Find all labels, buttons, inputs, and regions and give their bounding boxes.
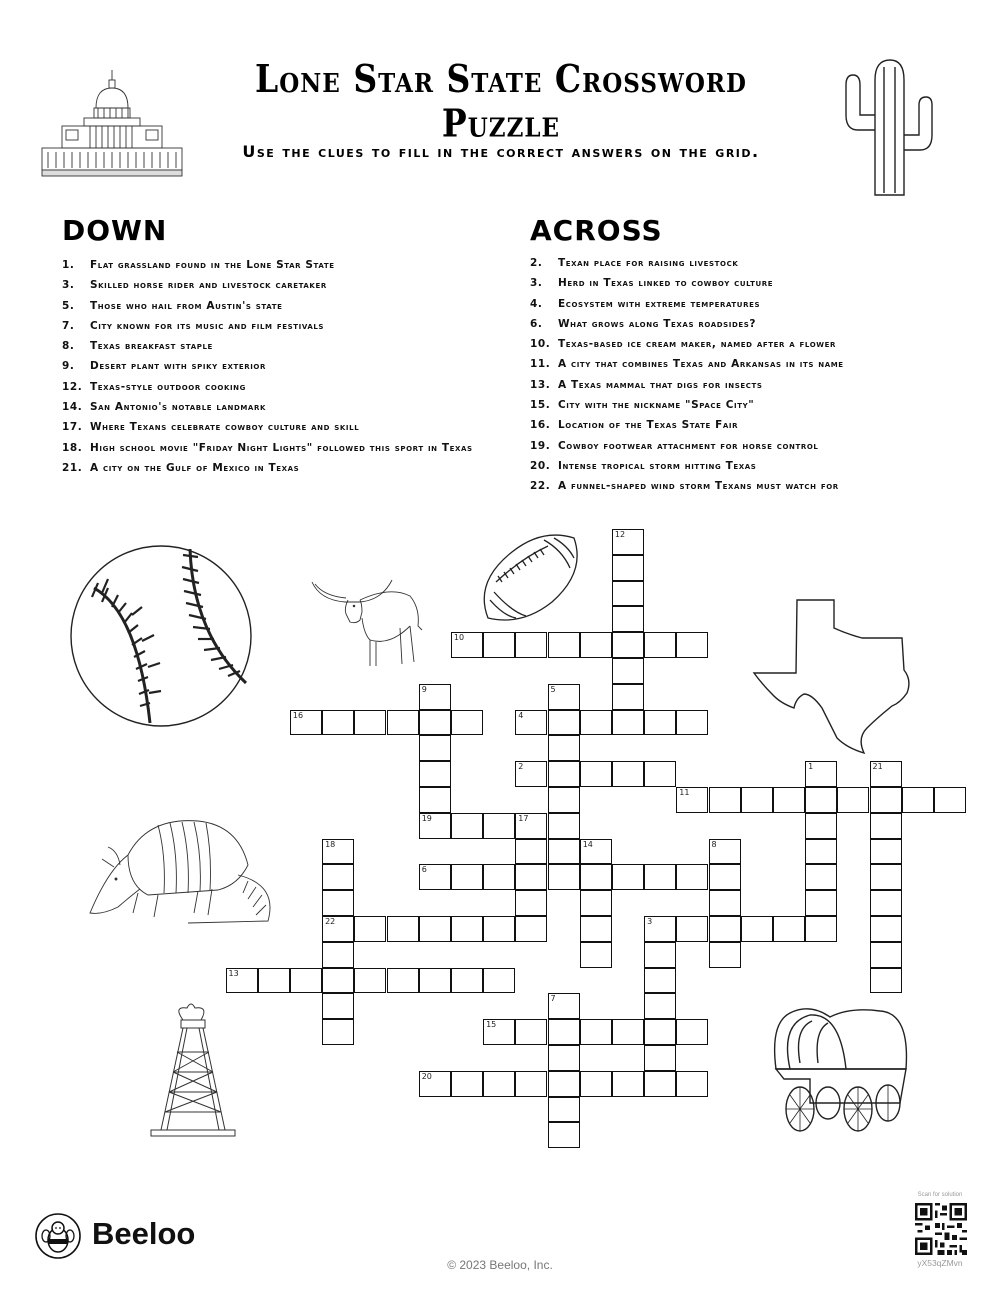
grid-cell[interactable] bbox=[322, 710, 354, 736]
grid-cell[interactable] bbox=[580, 1071, 612, 1097]
grid-cell[interactable] bbox=[548, 1071, 580, 1097]
grid-cell[interactable] bbox=[580, 632, 612, 658]
clue-number: 9. bbox=[62, 360, 75, 373]
grid-cell[interactable] bbox=[709, 787, 741, 813]
grid-cell[interactable] bbox=[515, 710, 547, 736]
grid-cell[interactable] bbox=[805, 864, 837, 890]
grid-cell[interactable] bbox=[354, 916, 386, 942]
grid-cell[interactable] bbox=[548, 735, 580, 761]
grid-cell[interactable] bbox=[290, 710, 322, 736]
cell-number: 5 bbox=[550, 684, 556, 694]
across-clue bbox=[530, 436, 970, 456]
clue-text: Cowboy footwear attachment for horse control bbox=[558, 439, 819, 452]
down-clue bbox=[62, 316, 522, 336]
grid-cell[interactable] bbox=[612, 606, 644, 632]
clue-number: 11. bbox=[530, 358, 551, 371]
baseball-icon bbox=[68, 543, 254, 729]
grid-cell[interactable] bbox=[548, 839, 580, 865]
clue-text: Those who hail from Austin's state bbox=[90, 299, 283, 312]
clue-text: City known for its music and film festivals bbox=[90, 319, 325, 332]
grid-cell[interactable] bbox=[676, 1071, 708, 1097]
grid-cell[interactable] bbox=[709, 864, 741, 890]
cell-number: 2 bbox=[518, 762, 524, 772]
across-clue bbox=[530, 314, 970, 334]
grid-cell[interactable] bbox=[676, 710, 708, 736]
grid-cell[interactable] bbox=[741, 787, 773, 813]
across-heading: ACROSS bbox=[530, 214, 663, 247]
grid-cell[interactable] bbox=[548, 1019, 580, 1045]
grid-cell[interactable] bbox=[290, 968, 322, 994]
grid-cell[interactable] bbox=[515, 1019, 547, 1045]
grid-cell[interactable] bbox=[387, 968, 419, 994]
qr-id: yX53qZMvn bbox=[917, 1258, 963, 1268]
page-subtitle: Use the clues to fill in the correct answers on the grid. bbox=[242, 142, 760, 161]
grid-cell[interactable] bbox=[580, 942, 612, 968]
grid-cell[interactable] bbox=[870, 787, 902, 813]
across-clue-list bbox=[530, 253, 970, 497]
grid-cell[interactable] bbox=[451, 864, 483, 890]
cell-number: 8 bbox=[711, 839, 717, 849]
cell-number: 12 bbox=[614, 530, 626, 539]
clue-number: 20. bbox=[530, 459, 551, 472]
grid-cell[interactable] bbox=[419, 864, 451, 890]
clue-text: High school movie "Friday Night Lights" followed this sport in Texas bbox=[90, 441, 473, 454]
clue-text: Location of the Texas State Fair bbox=[558, 419, 739, 432]
clue-text: What grows along Texas roadsides? bbox=[558, 317, 757, 330]
clue-text: A city that combines Texas and Arkansas in its name bbox=[558, 358, 844, 371]
cell-number: 11 bbox=[679, 788, 690, 797]
grid-cell[interactable] bbox=[322, 993, 354, 1019]
grid-cell[interactable] bbox=[483, 632, 515, 658]
grid-cell[interactable] bbox=[709, 942, 741, 968]
cactus-icon bbox=[840, 55, 940, 200]
clue-number: 15. bbox=[530, 399, 551, 412]
clue-number: 10. bbox=[530, 338, 551, 351]
grid-cell[interactable] bbox=[322, 890, 354, 916]
clue-number: 16. bbox=[530, 419, 551, 432]
grid-cell[interactable] bbox=[226, 968, 258, 994]
cell-number: 15 bbox=[486, 1020, 497, 1030]
grid-cell[interactable] bbox=[870, 942, 902, 968]
clue-text: Where Texans celebrate cowboy culture and skill bbox=[90, 421, 360, 434]
across-clue bbox=[530, 375, 970, 395]
clue-number: 13. bbox=[530, 378, 551, 391]
grid-cell[interactable] bbox=[741, 916, 773, 942]
grid-cell[interactable] bbox=[322, 1019, 354, 1045]
grid-cell[interactable] bbox=[483, 864, 515, 890]
clue-text: Skilled horse rider and livestock caretaker bbox=[90, 279, 327, 292]
grid-cell[interactable] bbox=[644, 1071, 676, 1097]
grid-cell[interactable] bbox=[483, 968, 515, 994]
grid-cell[interactable] bbox=[515, 813, 547, 839]
clue-number: 3. bbox=[530, 277, 543, 290]
cell-number: 17 bbox=[518, 813, 529, 823]
cell-number: 7 bbox=[550, 994, 556, 1004]
grid-cell[interactable] bbox=[644, 864, 676, 890]
grid-cell[interactable] bbox=[548, 993, 580, 1019]
grid-cell[interactable] bbox=[419, 761, 451, 787]
cell-number: 1 bbox=[808, 762, 814, 772]
grid-cell[interactable] bbox=[548, 787, 580, 813]
grid-cell[interactable] bbox=[322, 942, 354, 968]
grid-cell[interactable] bbox=[612, 864, 644, 890]
grid-cell[interactable] bbox=[580, 864, 612, 890]
grid-cell[interactable] bbox=[387, 710, 419, 736]
grid-cell[interactable] bbox=[805, 916, 837, 942]
cell-number: 22 bbox=[325, 917, 336, 926]
cell-number: 16 bbox=[292, 710, 304, 720]
grid-cell[interactable] bbox=[612, 529, 644, 555]
clue-number: 3. bbox=[62, 279, 75, 292]
down-clue bbox=[62, 458, 522, 478]
across-clue bbox=[530, 294, 970, 314]
clue-number: 17. bbox=[62, 421, 83, 434]
grid-cell[interactable] bbox=[870, 968, 902, 994]
oil-derrick-icon bbox=[143, 1000, 243, 1140]
cell-number: 18 bbox=[325, 839, 336, 849]
across-clue bbox=[530, 415, 970, 435]
grid-cell[interactable] bbox=[548, 761, 580, 787]
grid-cell[interactable] bbox=[322, 916, 354, 942]
grid-cell[interactable] bbox=[902, 787, 934, 813]
qr-code-icon[interactable] bbox=[915, 1203, 967, 1255]
grid-cell[interactable] bbox=[612, 1071, 644, 1097]
down-clue bbox=[62, 356, 522, 376]
grid-cell[interactable] bbox=[580, 839, 612, 865]
down-clue-list bbox=[62, 255, 522, 478]
clue-number: 21. bbox=[62, 461, 83, 474]
across-clue bbox=[530, 334, 970, 354]
grid-cell[interactable] bbox=[612, 555, 644, 581]
grid-cell[interactable] bbox=[870, 839, 902, 865]
clue-text: Texas breakfast staple bbox=[90, 340, 213, 353]
clue-number: 14. bbox=[62, 401, 83, 414]
grid-cell[interactable] bbox=[870, 813, 902, 839]
clue-text: Intense tropical storm hitting Texas bbox=[558, 459, 757, 472]
cell-number: 21 bbox=[872, 762, 883, 772]
grid-cell[interactable] bbox=[805, 761, 837, 787]
cell-number: 6 bbox=[421, 865, 427, 875]
grid-cell[interactable] bbox=[548, 813, 580, 839]
grid-cell[interactable] bbox=[548, 864, 580, 890]
grid-cell[interactable] bbox=[515, 864, 547, 890]
grid-cell[interactable] bbox=[612, 1019, 644, 1045]
clue-number: 4. bbox=[530, 297, 543, 310]
down-clue bbox=[62, 397, 522, 417]
grid-cell[interactable] bbox=[644, 968, 676, 994]
grid-cell[interactable] bbox=[483, 1071, 515, 1097]
clue-text: A funnel-shaped wind storm Texans must watch for bbox=[558, 480, 839, 493]
across-clue bbox=[530, 456, 970, 476]
grid-cell[interactable] bbox=[483, 916, 515, 942]
across-clues-section bbox=[530, 214, 970, 497]
beeloo-brand: Beeloo bbox=[92, 1216, 196, 1251]
grid-cell[interactable] bbox=[483, 1019, 515, 1045]
cell-number: 20 bbox=[421, 1071, 432, 1081]
grid-cell[interactable] bbox=[258, 968, 290, 994]
grid-cell[interactable] bbox=[451, 968, 483, 994]
covered-wagon-icon bbox=[770, 1003, 910, 1133]
grid-cell[interactable] bbox=[805, 787, 837, 813]
clue-text: Desert plant with spiky exterior bbox=[90, 360, 266, 373]
copyright-text: © 2023 Beeloo, Inc. bbox=[447, 1258, 553, 1272]
grid-cell[interactable] bbox=[676, 632, 708, 658]
down-clue bbox=[62, 336, 522, 356]
grid-cell[interactable] bbox=[451, 1071, 483, 1097]
grid-cell[interactable] bbox=[451, 813, 483, 839]
grid-cell[interactable] bbox=[515, 632, 547, 658]
cell-number: 14 bbox=[582, 839, 593, 849]
capitol-building-icon bbox=[40, 68, 185, 178]
grid-cell[interactable] bbox=[548, 1097, 580, 1123]
clue-text: Texan place for raising livestock bbox=[558, 257, 739, 269]
grid-cell[interactable] bbox=[805, 890, 837, 916]
down-clue bbox=[62, 275, 522, 295]
grid-cell[interactable] bbox=[419, 787, 451, 813]
clue-text: Flat grassland found in the Lone Star State bbox=[90, 259, 335, 271]
clue-text: A Texas mammal that digs for insects bbox=[558, 378, 763, 391]
grid-cell[interactable] bbox=[515, 761, 547, 787]
grid-cell[interactable] bbox=[612, 684, 644, 710]
grid-cell[interactable] bbox=[870, 890, 902, 916]
grid-cell[interactable] bbox=[548, 1045, 580, 1071]
across-clue bbox=[530, 395, 970, 415]
football-icon bbox=[482, 532, 580, 624]
clue-text: Ecosystem with extreme temperatures bbox=[558, 297, 761, 310]
grid-cell[interactable] bbox=[644, 761, 676, 787]
cell-number: 10 bbox=[453, 633, 465, 643]
grid-cell[interactable] bbox=[419, 916, 451, 942]
grid-cell[interactable] bbox=[548, 710, 580, 736]
cell-number: 19 bbox=[421, 813, 432, 823]
grid-cell[interactable] bbox=[676, 1019, 708, 1045]
clue-text: City with the nickname "Space City" bbox=[558, 399, 755, 412]
page-title: Lone Star State Crossword Puzzle bbox=[255, 56, 747, 146]
across-clue bbox=[530, 354, 970, 374]
down-clue bbox=[62, 296, 522, 316]
grid-cell[interactable] bbox=[580, 710, 612, 736]
grid-cell[interactable] bbox=[644, 1045, 676, 1071]
grid-cell[interactable] bbox=[644, 1019, 676, 1045]
grid-cell[interactable] bbox=[322, 968, 354, 994]
clue-number: 19. bbox=[530, 439, 551, 452]
down-clue bbox=[62, 255, 522, 275]
clue-text: Texas-style outdoor cooking bbox=[90, 380, 246, 393]
grid-cell[interactable] bbox=[805, 839, 837, 865]
grid-cell[interactable] bbox=[451, 632, 483, 658]
cell-number: 13 bbox=[228, 968, 239, 978]
grid-cell[interactable] bbox=[676, 787, 708, 813]
grid-cell[interactable] bbox=[451, 710, 483, 736]
qr-label: Scan for solution bbox=[917, 1192, 963, 1198]
grid-cell[interactable] bbox=[515, 1071, 547, 1097]
clue-text: Herd in Texas linked to cowboy culture bbox=[558, 277, 774, 290]
across-clue bbox=[530, 273, 970, 293]
clue-text: Texas-based ice cream maker, named after a flower bbox=[558, 338, 836, 351]
clue-number: 18. bbox=[62, 441, 83, 454]
grid-cell[interactable] bbox=[644, 710, 676, 736]
grid-cell[interactable] bbox=[805, 813, 837, 839]
grid-cell[interactable] bbox=[612, 658, 644, 684]
texas-map-icon bbox=[752, 598, 914, 756]
down-clue bbox=[62, 377, 522, 397]
clue-number: 6. bbox=[530, 317, 543, 330]
down-clue bbox=[62, 438, 522, 458]
grid-cell[interactable] bbox=[773, 916, 805, 942]
grid-cell[interactable] bbox=[451, 916, 483, 942]
grid-cell[interactable] bbox=[870, 864, 902, 890]
grid-cell[interactable] bbox=[870, 916, 902, 942]
clue-number: 8. bbox=[62, 340, 75, 353]
cell-number: 3 bbox=[647, 917, 653, 926]
grid-cell[interactable] bbox=[419, 735, 451, 761]
down-heading: DOWN bbox=[62, 214, 168, 247]
grid-cell[interactable] bbox=[515, 890, 547, 916]
beeloo-bee-logo-icon bbox=[34, 1212, 82, 1260]
grid-cell[interactable] bbox=[676, 916, 708, 942]
grid-cell[interactable] bbox=[612, 632, 644, 658]
grid-cell[interactable] bbox=[676, 864, 708, 890]
grid-cell[interactable] bbox=[580, 916, 612, 942]
across-clue bbox=[530, 253, 970, 273]
clue-number: 7. bbox=[62, 319, 75, 332]
grid-cell[interactable] bbox=[354, 968, 386, 994]
grid-cell[interactable] bbox=[419, 1071, 451, 1097]
clue-number: 5. bbox=[62, 299, 75, 312]
grid-cell[interactable] bbox=[580, 761, 612, 787]
grid-cell[interactable] bbox=[322, 864, 354, 890]
grid-cell[interactable] bbox=[515, 839, 547, 865]
grid-cell[interactable] bbox=[580, 1019, 612, 1045]
clue-number: 22. bbox=[530, 480, 551, 493]
grid-cell[interactable] bbox=[934, 787, 966, 813]
grid-cell[interactable] bbox=[709, 839, 741, 865]
grid-cell[interactable] bbox=[644, 632, 676, 658]
grid-cell[interactable] bbox=[419, 968, 451, 994]
grid-cell[interactable] bbox=[870, 761, 902, 787]
across-clue bbox=[530, 476, 970, 496]
grid-cell[interactable] bbox=[354, 710, 386, 736]
grid-cell[interactable] bbox=[612, 581, 644, 607]
grid-cell[interactable] bbox=[548, 684, 580, 710]
grid-cell[interactable] bbox=[709, 890, 741, 916]
grid-cell[interactable] bbox=[419, 813, 451, 839]
grid-cell[interactable] bbox=[612, 761, 644, 787]
longhorn-icon bbox=[310, 578, 435, 673]
grid-cell[interactable] bbox=[644, 916, 676, 942]
grid-cell[interactable] bbox=[548, 632, 580, 658]
grid-cell[interactable] bbox=[580, 890, 612, 916]
cell-number: 4 bbox=[518, 710, 524, 720]
grid-cell[interactable] bbox=[773, 787, 805, 813]
clue-text: A city on the Gulf of Mexico in Texas bbox=[90, 461, 300, 474]
grid-cell[interactable] bbox=[419, 684, 451, 710]
grid-cell[interactable] bbox=[644, 942, 676, 968]
clue-number: 2. bbox=[530, 257, 543, 269]
clue-number: 12. bbox=[62, 380, 83, 393]
cell-number: 9 bbox=[421, 684, 427, 694]
grid-cell[interactable] bbox=[709, 916, 741, 942]
clue-number: 1. bbox=[62, 259, 75, 271]
down-clue bbox=[62, 417, 522, 437]
down-clues-section bbox=[62, 214, 522, 478]
grid-cell[interactable] bbox=[419, 710, 451, 736]
armadillo-icon bbox=[88, 815, 288, 925]
grid-cell[interactable] bbox=[322, 839, 354, 865]
grid-cell[interactable] bbox=[387, 916, 419, 942]
grid-cell[interactable] bbox=[612, 710, 644, 736]
grid-cell[interactable] bbox=[644, 993, 676, 1019]
clue-text: San Antonio's notable landmark bbox=[90, 401, 266, 414]
grid-cell[interactable] bbox=[548, 1122, 580, 1148]
grid-cell[interactable] bbox=[483, 813, 515, 839]
grid-cell[interactable] bbox=[515, 916, 547, 942]
grid-cell[interactable] bbox=[837, 787, 869, 813]
